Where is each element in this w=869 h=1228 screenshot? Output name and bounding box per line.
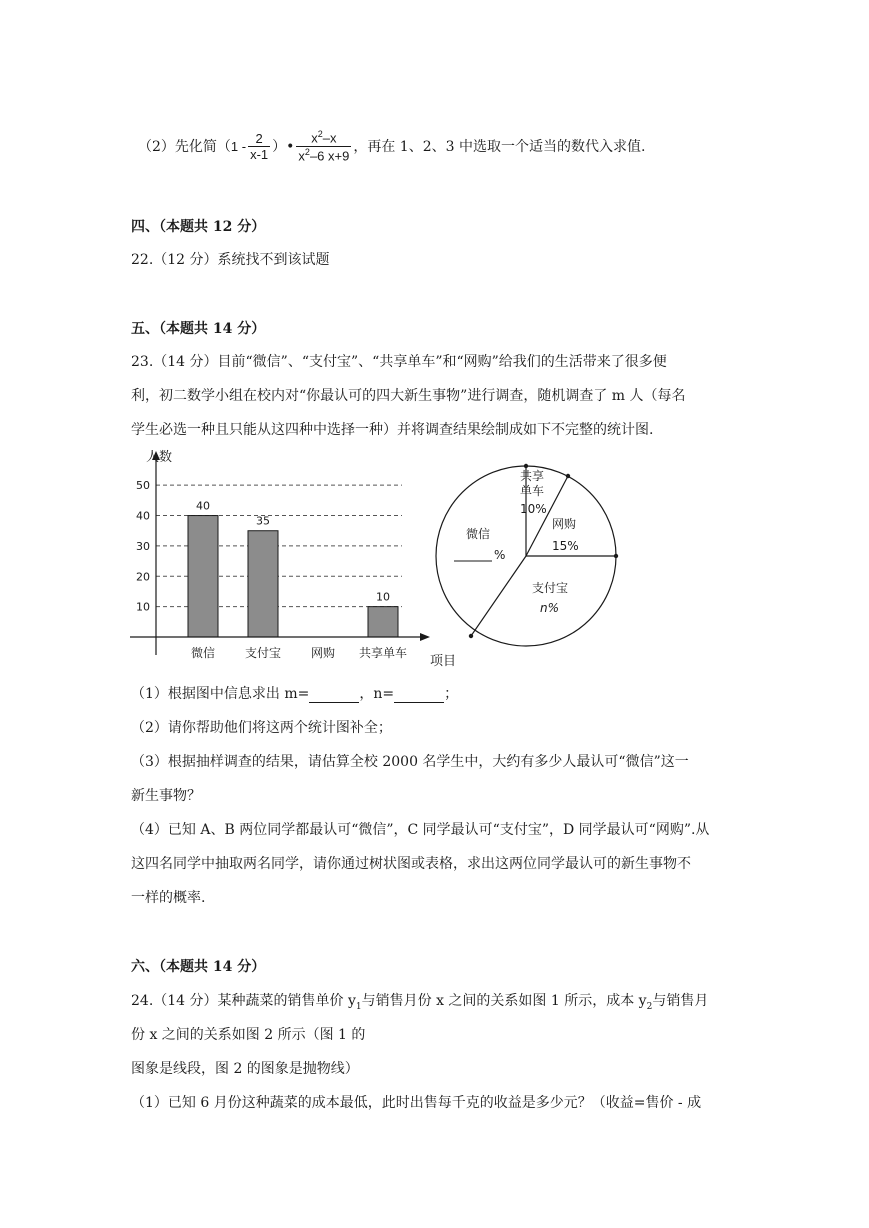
x-category-label-3: 共享单车 bbox=[358, 646, 408, 660]
den-rest: –6 x+9 bbox=[309, 147, 350, 163]
pie-label-wechat: 微信 bbox=[466, 527, 491, 541]
pie-point-upper-right bbox=[566, 474, 570, 478]
q23-line-2: 利，初二数学小组在校内对“你最认可的四大新生事物”进行调查，随机调查了 m 人（每名 bbox=[131, 388, 686, 404]
sub-question-3-line-1: （3）根据抽样调查的结果，请估算全校 2000 名学生中，大约有多少人最认可“微信”这一 bbox=[131, 754, 689, 770]
sub-question-2: （2）请你帮助他们将这两个统计图补全； bbox=[131, 720, 392, 736]
q21-rparen-dot: ）• bbox=[272, 139, 295, 155]
m-answer-blank[interactable] bbox=[309, 686, 359, 703]
fraction-1-numerator: 2 bbox=[248, 131, 270, 147]
q24-sub-2: 2 bbox=[646, 1001, 653, 1012]
num-rest: –x bbox=[322, 130, 337, 146]
bar-chart-bars bbox=[188, 500, 398, 637]
q24-line-2: 份 x 之间的关系如图 2 所示（图 1 的 bbox=[131, 1027, 366, 1043]
q21-prefix: （2）先化简（ bbox=[138, 139, 231, 155]
x-axis-label: 项目 bbox=[430, 654, 457, 669]
bar-value-label-3: 10 bbox=[376, 590, 390, 604]
fraction-1-denominator: x-1 bbox=[250, 146, 269, 162]
section-5-heading: 五、（本题共 14 分） bbox=[131, 321, 266, 337]
sub1-text-a: （1）根据图中信息求出 m= bbox=[131, 686, 310, 702]
den-x: x bbox=[298, 147, 305, 163]
q21-suffix: ，再在 1、2、3 中选取一个适当的数代入求值. bbox=[353, 139, 646, 155]
section-4-heading: 四、（本题共 12 分） bbox=[131, 219, 266, 235]
y-tick-label-10: 10 bbox=[136, 600, 150, 614]
pie-label-online-shopping: 网购 bbox=[552, 517, 577, 531]
fraction-2-numerator bbox=[296, 129, 351, 146]
bar-value-label-1: 35 bbox=[256, 514, 270, 528]
bar-1 bbox=[248, 531, 278, 637]
pie-value-online-shopping: 15% bbox=[552, 539, 579, 553]
y-tick-label-20: 20 bbox=[136, 570, 150, 584]
q24-line1-b: 与销售月份 x 之间的关系如图 1 所示，成本 y bbox=[361, 993, 647, 1009]
q24-line-1 bbox=[131, 990, 708, 1012]
q24-line-4: （1）已知 6 月份这种蔬菜的成本最低，此时出售每千克的收益是多少元？（收益=售价 - 成 bbox=[131, 1095, 702, 1111]
n-answer-blank[interactable] bbox=[394, 686, 444, 703]
pie-chart bbox=[428, 462, 624, 658]
pie-value-shared-bike: 10% bbox=[520, 502, 547, 516]
den-exponent: 2 bbox=[304, 146, 310, 157]
bar-chart bbox=[130, 445, 470, 675]
x-category-label-2: 网购 bbox=[310, 646, 336, 660]
q22-text: 22.（12 分）系统找不到该试题 bbox=[131, 252, 330, 268]
fraction-2-denominator bbox=[296, 147, 351, 163]
pie-label-shared-bike-line1: 共享 bbox=[520, 469, 545, 483]
x-category-label-0: 微信 bbox=[190, 646, 216, 660]
q23-line-1: 23.（14 分）目前“微信”、“支付宝”、“共享单车”和“网购”给我们的生活带来了很多便 bbox=[131, 354, 667, 370]
q24-line1-a: 24.（14 分）某种蔬菜的销售单价 y bbox=[131, 993, 356, 1009]
section-6-heading: 六、（本题共 14 分） bbox=[131, 959, 266, 975]
pie-point-top bbox=[524, 464, 528, 468]
pie-value-wechat: % bbox=[494, 548, 506, 562]
y-tick-label-30: 30 bbox=[136, 539, 150, 553]
sub-question-4-line-3: 一样的概率. bbox=[131, 890, 206, 906]
y-axis-label: 人数 bbox=[146, 450, 173, 465]
pie-point-right bbox=[614, 554, 618, 558]
num-exponent: 2 bbox=[317, 129, 323, 140]
bar-chart-ticks bbox=[136, 479, 150, 613]
sub-question-3-line-2: 新生事物？ bbox=[131, 788, 201, 804]
q21-line bbox=[138, 122, 645, 170]
sub1-text-b: ，n= bbox=[359, 686, 395, 702]
pie-label-alipay: 支付宝 bbox=[532, 581, 569, 595]
fraction-2 bbox=[296, 129, 351, 163]
y-tick-label-40: 40 bbox=[136, 509, 150, 523]
sub-question-4-line-1: （4）已知 A、B 两位同学都最认可“微信”，C 同学最认可“支付宝”，D 同学最认可“网购”.从 bbox=[131, 822, 710, 838]
q24-line-3: 图象是线段，图 2 的图象是抛物线） bbox=[131, 1061, 359, 1077]
num-x: x bbox=[311, 130, 318, 146]
bar-chart-axes bbox=[130, 449, 456, 669]
sub-question-4-line-2: 这四名同学中抽取两名同学，请你通过树状图或表格，求出这两位同学最认可的新生事物不 bbox=[131, 856, 691, 872]
pie-value-alipay: n% bbox=[540, 601, 560, 615]
bar-0 bbox=[188, 516, 218, 637]
q23-line-3: 学生必选一种且只能从这四种中选择一种）并将调查结果绘制成如下不完整的统计图. bbox=[131, 422, 654, 438]
bar-value-label-0: 40 bbox=[196, 499, 210, 513]
q21-one-minus: 1 - bbox=[230, 138, 247, 154]
q24-sub-1: 1 bbox=[355, 1001, 362, 1012]
pie-label-shared-bike-line2: 单车 bbox=[520, 484, 545, 498]
bar-3 bbox=[368, 607, 398, 637]
sub1-text-c: ； bbox=[444, 686, 459, 702]
y-tick-label-50: 50 bbox=[136, 479, 150, 493]
bar-chart-categories bbox=[191, 645, 407, 660]
fraction-1 bbox=[248, 131, 270, 162]
sub-question-1 bbox=[131, 683, 458, 703]
pie-point-lower-left bbox=[469, 634, 473, 638]
q24-line1-c: 与销售月 bbox=[652, 993, 709, 1009]
x-category-label-1: 支付宝 bbox=[244, 646, 282, 660]
